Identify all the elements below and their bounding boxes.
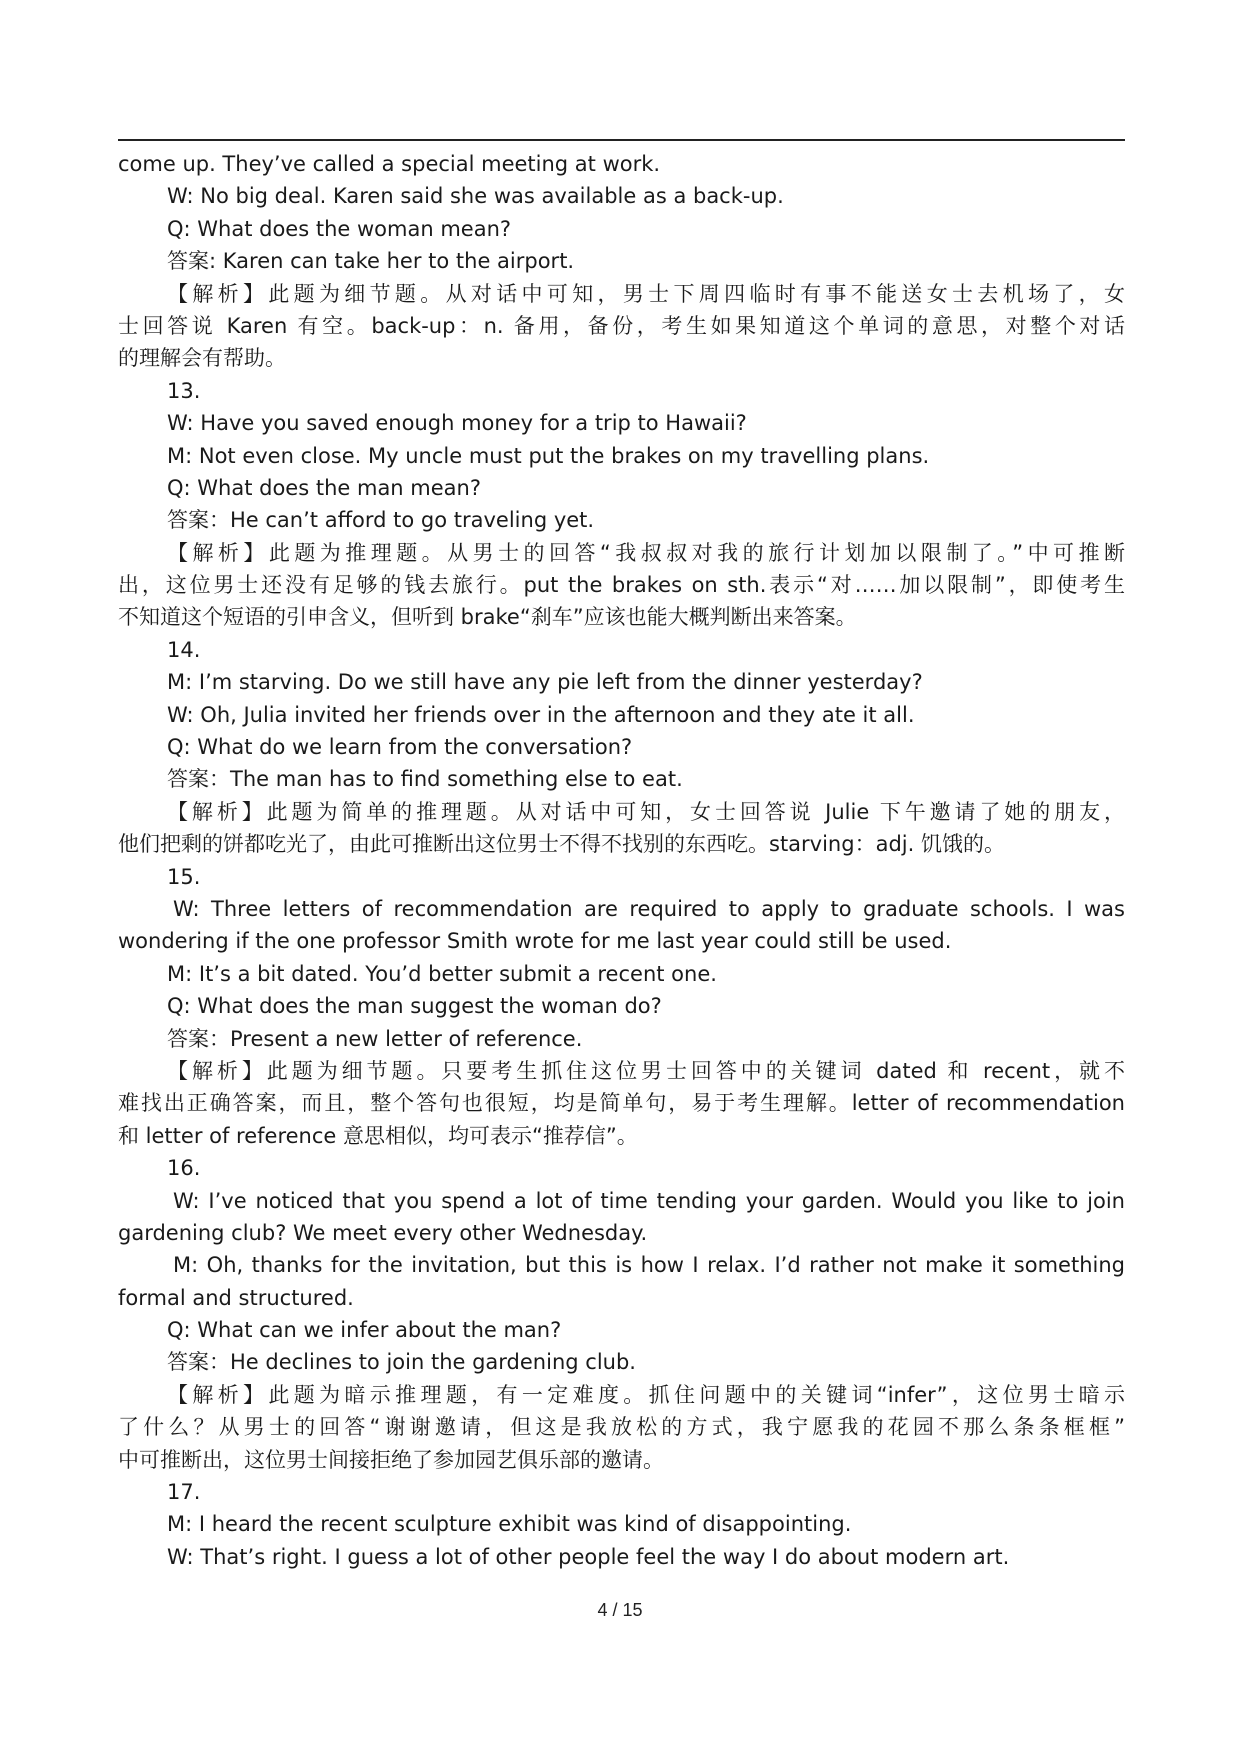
text-line: 【解析】此题为推理题。从男士的回答“我叔叔对我的旅行计划加以限制了。”中可推断 [167, 540, 1125, 565]
text-line: 【解析】此题为细节题。只要考生抓住这位男士回答中的关键词 dated 和 recent，就不 [167, 1058, 1125, 1083]
text-line: W: Oh, Julia invited her friends over in the afternoon and they ate it all. [167, 702, 915, 727]
text-line: M: I’m starving. Do we still have any pie left from the dinner yesterday? [167, 670, 923, 695]
text-line: Q: What does the man suggest the woman do? [167, 994, 662, 1019]
text-line: M: Oh, thanks for the invitation, but this is how I relax. I’d rather not make it something [173, 1253, 1125, 1278]
text-line: wondering if the one professor Smith wrote for me last year could still be used. [118, 929, 952, 954]
text-line: 【解析】此题为简单的推理题。从对话中可知，女士回答说 Julie 下午邀请了她的朋友， [167, 799, 1125, 824]
text-line: 难找出正确答案，而且，整个答句也很短，均是简单句，易于考生理解。letter of recommendation [118, 1091, 1125, 1116]
question-number: 13. [167, 378, 201, 403]
text-line: Q: What do we learn from the conversation? [167, 735, 633, 760]
text-line: 和 letter of reference 意思相似，均可表示“推荐信”。 [118, 1123, 638, 1148]
text-line: W: Have you saved enough money for a trip to Hawaii? [167, 411, 747, 436]
page-number: 4 / 15 [597, 1600, 643, 1620]
document-body [118, 148, 1125, 1573]
question-number: 14. [167, 637, 201, 662]
text-line: 不知道这个短语的引申含义，但听到 brake“刹车”应该也能大概判断出来答案。 [118, 605, 857, 630]
text-line: Q: What can we infer about the man? [167, 1318, 562, 1343]
text-line: 【解析】此题为细节题。从对话中可知，男士下周四临时有事不能送女士去机场了，女 [167, 281, 1125, 306]
text-line: 答案：The man has to find something else to eat. [167, 767, 683, 792]
text-line: 出，这位男士还没有足够的钱去旅行。put the brakes on sth.表示“对……加以限制”，即使考生 [118, 573, 1125, 598]
text-line: 了什么？从男士的回答“谢谢邀请，但这是我放松的方式，我宁愿我的花园不那么条条框框” [118, 1415, 1125, 1440]
text-line: 士回答说 Karen 有空。back-up：n. 备用，备份，考生如果知道这个单词的意思，对整个对话 [118, 313, 1125, 338]
text-line: 的理解会有帮助。 [118, 346, 286, 371]
question-number: 17. [167, 1480, 201, 1505]
text-line: 中可推断出，这位男士间接拒绝了参加园艺俱乐部的邀请。 [118, 1447, 664, 1472]
text-line: M: I heard the recent sculpture exhibit was kind of disappointing. [167, 1512, 852, 1537]
text-line: come up. They’ve called a special meeting at work. [118, 152, 661, 176]
text-line: 答案：Present a new letter of reference. [167, 1026, 583, 1051]
text-line: formal and structured. [118, 1285, 354, 1310]
text-line: 【解析】此题为暗示推理题，有一定难度。抓住问题中的关键词“infer”，这位男士暗示 [167, 1382, 1125, 1407]
text-line: 答案：He can’t afford to go traveling yet. [167, 508, 595, 533]
text-line: Q: What does the man mean? [167, 475, 481, 500]
text-line: 答案: Karen can take her to the airport. [167, 249, 575, 274]
question-number: 16. [167, 1156, 201, 1181]
header-rule [118, 139, 1125, 141]
text-line: 答案：He declines to join the gardening club. [167, 1350, 636, 1375]
text-line: M: It’s a bit dated. You’d better submit a recent one. [167, 961, 717, 986]
text-line: gardening club? We meet every other Wednesday. [118, 1220, 648, 1245]
text-line: W: That’s right. I guess a lot of other people feel the way I do about modern art. [167, 1544, 1010, 1569]
text-line: W: Three letters of recommendation are required to apply to graduate schools. I was [173, 896, 1125, 921]
text-line: W: No big deal. Karen said she was available as a back-up. [167, 184, 784, 209]
text-line: M: Not even close. My uncle must put the brakes on my travelling plans. [167, 443, 930, 468]
text-line: 他们把剩的饼都吃光了，由此可推断出这位男士不得不找别的东西吃。starving：adj. 饥饿的。 [118, 832, 1005, 857]
text-line: W: I’ve noticed that you spend a lot of time tending your garden. Would you like to join [173, 1188, 1125, 1213]
text-line: Q: What does the woman mean? [167, 216, 512, 241]
question-number: 15. [167, 864, 201, 889]
